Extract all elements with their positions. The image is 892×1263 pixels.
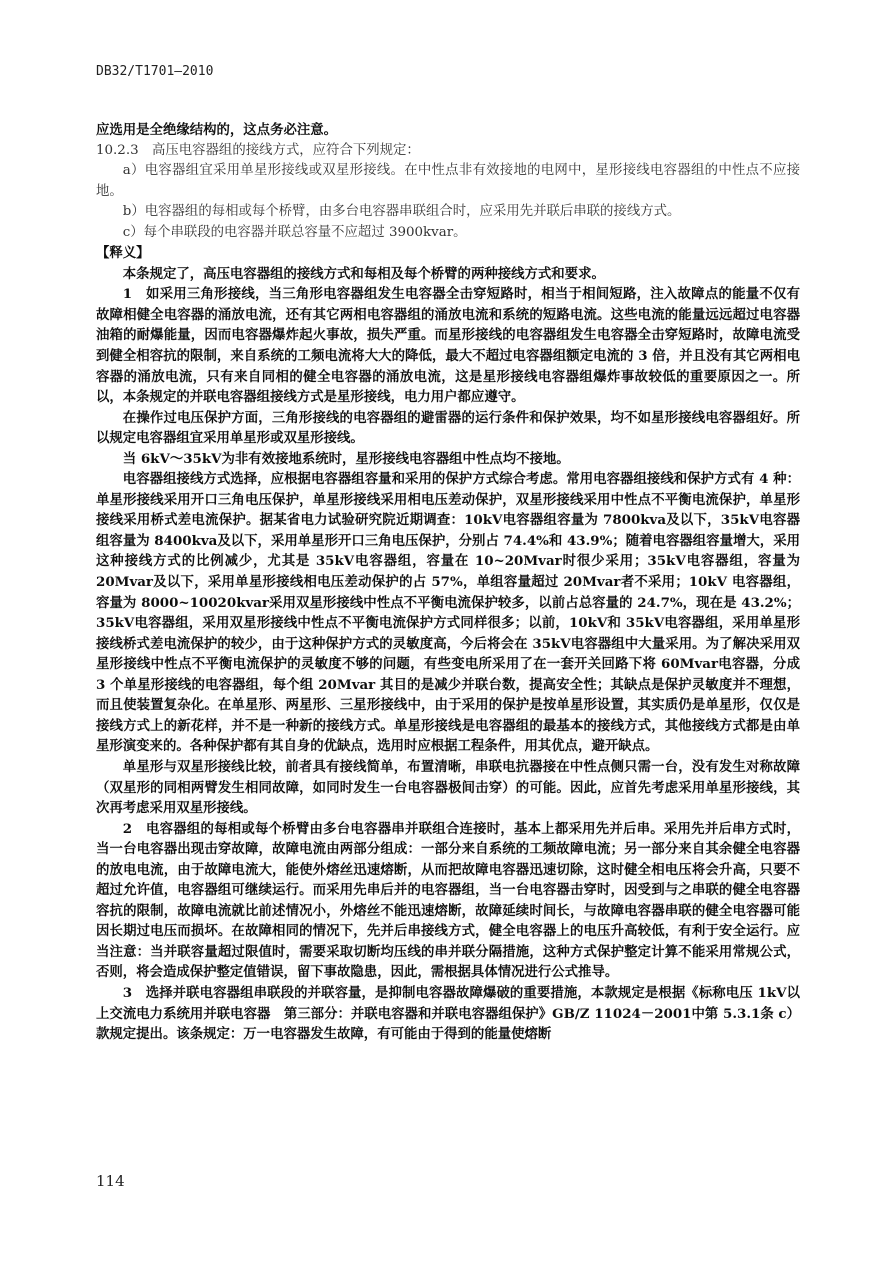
document-body [96, 120, 800, 1045]
interpretation-point-2: 2 电容器组的每相或每个桥臂由多台电容器串并联组合连接时，基本上都采用先并后串。采用先并后串方式时，当一台电容器出现击穿故障，故障电流由两部分组成：一部分来自系统的工频故障电流；另一部分来自其余健全电容器的放电电流，由于故障电流大，能使外熔丝迅速熔断，从而把故障电容器迅速切除，这时健全相电压将会升高，只要不超过允许值，电容器组可继续运行。而采用先串后并的电容器组，当一台电容器击穿时，因受到与之串联的健全电容器容抗的限制，故障电流就比前述情况小，外熔丝不能迅速熔断，故障延续时间长，与故障电容器串联的健全电容器可能因长期过电压而损坏。在故障相同的情况下，先并后串接线方式，健全电容器上的电压升高较低，有利于安全运行。应当注意：当并联容量超过限值时，需要采取切断均压线的串并联分隔措施，这种方式保护整定计算不能采用常规公式，否则，将会造成保护整定值错误，留下事故隐患，因此，需根据具体情况进行公式推导。 [96, 820, 800, 981]
document-code-header: DB32/T1701—2010 [96, 64, 214, 79]
paragraph-neutral-grounding: 当 6kV～35kV为非有效接地系统时，星形接线电容器组中性点均不接地。 [122, 450, 570, 467]
interpretation-intro: 本条规定了，高压电容器组的接线方式和每相及每个桥臂的两种接线方式和要求。 [122, 265, 605, 282]
interpretation-point-1: 1 如采用三角形接线，当三角形电容器组发生电容器全击穿短路时，相当于相间短路，注入故障点的能量不仅有故障相健全电容器的涌放电流，还有其它两相电容器组的涌放电流和系统的短路电流。这些电流的能量远远超过电容器油箱的耐爆能量，因而电容器爆炸起火事故，损失严重。而星形接线的电容器组发生电容器全击穿短路时，故障电流受到健全相容抗的限制，来自系统的工频电流将大大的降低，最大不超过电容器组额定电流的 3 倍，并且没有其它两相电容器的涌放电流，只有来自同相的健全电容器的涌放电流，这是星形接线电容器组爆炸事故较低的重要原因之一。所以，本条规定的并联电容器组接线方式是星形接线，电力用户都应遵守。 [96, 286, 800, 406]
paragraph-overvoltage-protection: 在操作过电压保护方面，三角形接线的电容器组的避雷器的运行条件和保护效果，均不如星形接线电容器组好。所以规定电容器组宜采用单星形或双星形接线。 [96, 409, 800, 447]
interpretation-point-3: 3 选择并联电容器组串联段的并联容量，是抑制电容器故障爆破的重要措施，本款规定是根据《标称电压 1kV以上交流电力系统用并联电容器 第三部分：并联电容器和并联电容器组保护》GB/Z 11024－2001中第 5.3.1条 c）款规定提出。该条规定：万一电容器发生故障，有可能由于得到的能量使熔断 [96, 984, 800, 1043]
interpretation-heading: 【释义】 [96, 245, 150, 262]
clause-item-a: a）电容器组宜采用单星形接线或双星形接线。在中性点非有效接地的电网中，星形接线电容器组的中性点不应接地。 [96, 163, 800, 199]
clause-item-b: b）电容器组的每相或每个桥臂，由多台电容器串联组合时，应采用先并联后串联的接线方式。 [122, 204, 681, 220]
paragraph-connection-selection: 电容器组接线方式选择，应根据电容器组容量和采用的保护方式综合考虑。常用电容器组接线和保护方式有 4 种：单星形接线采用开口三角电压保护，单星形接线采用相电压差动保护，双星形接线采用中性点不平衡电流保护，单星形接线采用桥式差电流保护。据某省电力试验研究院近期调查：10kV电容器组容量为 7800kva及以下，35kV电容器组容量为 8400kva及以下，采用单星形开口三角电压保护，分别占 74.4%和 43.9%；随着电容器组容量增大，采用这种接线方式的比例减少，尤其是 35kV电容器组，容量在 10~20Mvar时很少采用；35kV电容器组，容量为 20Mvar及以下，采用单星形接线相电压差动保护的占 57%，单组容量超过 20Mvar者不采用；10kV 电容器组，容量为 8000~10020kvar采用双星形接线中性点不平衡电流保护较多，以前占总容量的 24.7%，现在是 43.2%；35kV电容器组，采用双星形接线中性点不平衡电流保护方式同样很多；以前，10kV和 35kV电容器组，采用单星形接线桥式差电流保护的较少，由于这种保护方式的灵敏度高，今后将会在 35kV电容器组中大量采用。为了解决采用双星形接线中性点不平衡电流保护的灵敏度不够的问题，有些变电所采用了在一套开关回路下将 60Mvar电容器，分成 3 个单星形接线的电容器组，每个组 20Mvar 其目的是减少并联台数，提高安全性；其缺点是保护灵敏度并不理想，而且使装置复杂化。在单星形、两星形、三星形接线中，由于采用的保护是按单星形设置，其实质仍是单星形，仅仅是接线方式上的新花样，并不是一种新的接线方式。单星形接线是电容器组的最基本的接线方式，其他接线方式都是由单星形演变来的。各种保护都有其自身的优缺点，选用时应根据工程条件，用其优点，避开缺点。 [96, 471, 800, 755]
paragraph-star-comparison: 单星形与双星形接线比较，前者具有接线简单，布置清晰，串联电抗器接在中性点侧只需一台，没有发生对称故障（双星形的同相两臂发生相同故障，如同时发生一台电容器极间击穿）的可能。因此，应首先考虑采用单星形接线，其次再考虑采用双星形接线。 [96, 758, 800, 817]
paragraph-insulation-note: 应选用是全绝缘结构的，这点务必注意。 [96, 122, 338, 138]
clause-10-2-3-heading: 10.2.3 高压电容器组的接线方式，应符合下列规定： [96, 142, 420, 158]
clause-item-c: c）每个串联段的电容器并联总容量不应超过 3900kvar。 [122, 224, 467, 240]
page-number: 114 [96, 1172, 125, 1190]
